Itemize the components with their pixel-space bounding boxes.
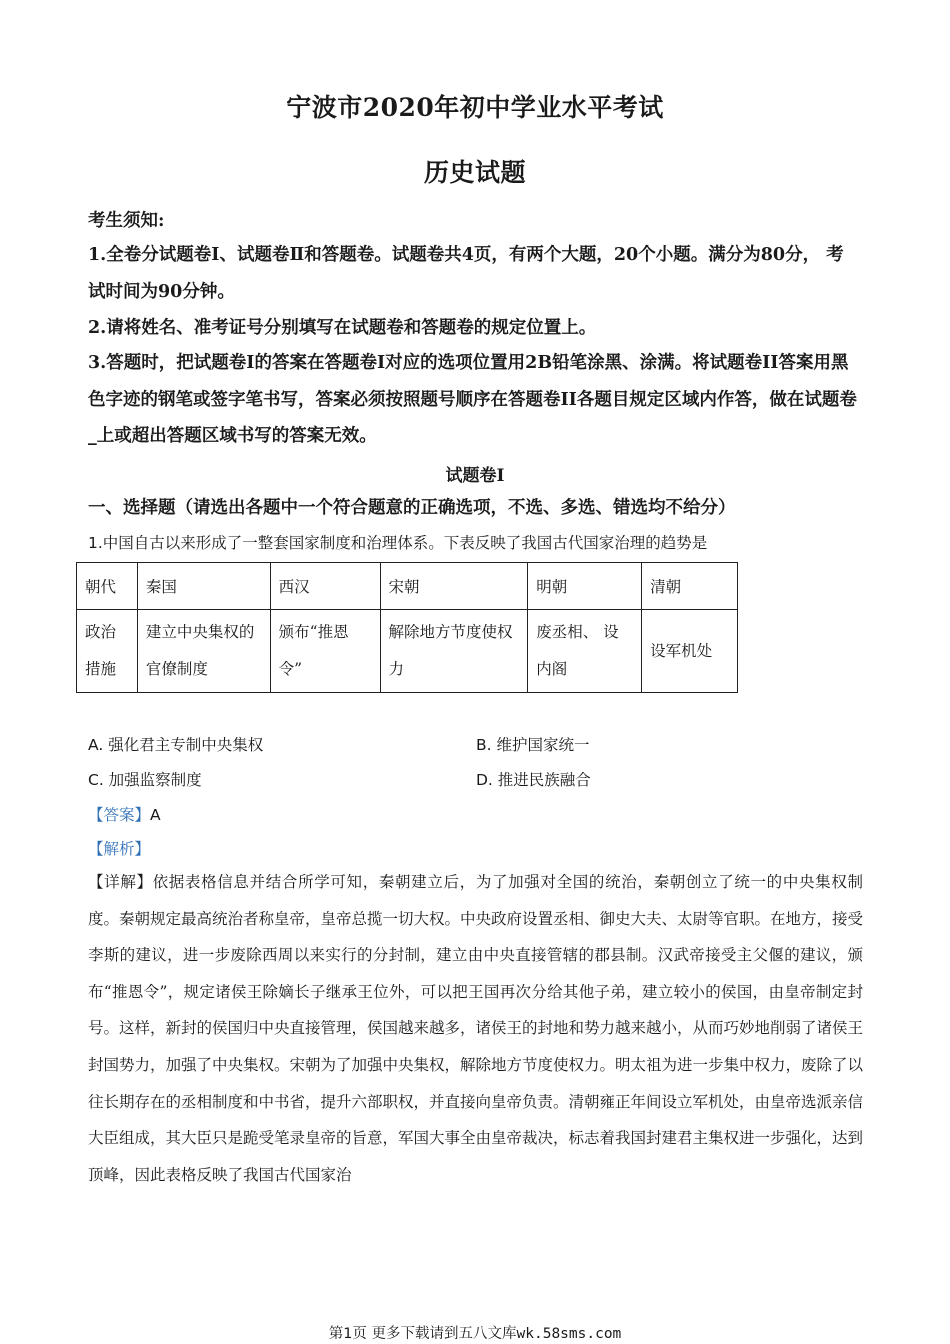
option-d	[476, 768, 591, 790]
answer-tag: 【答案】	[88, 806, 151, 824]
option-a-letter: A.	[88, 736, 104, 754]
section-heading: 一、选择题（请选出各题中一个符合题意的正确选项，不选、多选、错选均不给分）	[88, 498, 736, 518]
option-a	[88, 733, 263, 755]
table-cell: 颁布“推恩令”	[270, 610, 380, 693]
table-header-cell: 朝代	[77, 563, 138, 610]
footer-text: 页 更多下载请到五八文库	[352, 1326, 517, 1342]
question-number: 1.	[88, 534, 103, 552]
detail-tag: 【详解】	[88, 873, 153, 891]
answer-value: A	[150, 806, 161, 824]
question-1	[88, 531, 707, 553]
table-header-cell: 宋朝	[380, 563, 528, 610]
notice-item-3: 3.答题时，把试题卷I的答案在答题卷I对应的选项位置用2B铅笔涂黑、涂满。将试题卷II答案用黑色字迹的钢笔或签字笔书写，答案必须按照题号顺序在答题卷II各题目规定区域内作答，做在试题卷_上或超出答题区域书写的答案无效。	[88, 353, 857, 446]
question-text: 中国自古以来形成了一整套国家制度和治理体系。下表反映了我国古代国家治理的趋势是	[102, 534, 708, 552]
table-cell: 废丞相、 设内阁	[528, 610, 642, 693]
analysis-tag: 【解析】	[88, 840, 151, 858]
notice-item-1: 1.全卷分试题卷I、试题卷Ⅱ和答题卷。试题卷共4页，有两个大题，20个小题。满分为80分， 考试时间为90分钟。	[88, 245, 844, 302]
notice-item-2: 2.请将姓名、准考证号分别填写在试题卷和答题卷的规定位置上。	[88, 318, 597, 338]
detail-text: 依据表格信息并结合所学可知，秦朝建立后，为了加强对全国的统治，秦朝创立了统一的中央集权制度。秦朝规定最高统治者称皇帝，皇帝总揽一切大权。中央政府设置丞相、御史大夫、太尉等官职。在地方，接受李斯的建议，进一步废除西周以来实行的分封制，建立由中央直接管辖的郡县制。汉武帝接受主父偃的建议，颁布“推恩令”，规定诸侯王除嫡长子继承王位外，可以把王国再次分给其他子弟，建立较小的侯国，由皇帝制定封号。这样，新封的侯国归中央直接管理，侯国越来越多，诸侯王的封地和势力越来越小，从而巧妙地削弱了诸侯王封国势力，加强了中央集权。宋朝为了加强中央集权，解除地方节度使权力。明太祖为进一步集中权力，废除了以往长期存在的丞相制度和中书省，提升六部职权，并直接向皇帝负责。清朝雍正年间设立军机处，由皇帝选派亲信大臣组成，其大臣只是跪受笔录皇帝的旨意，军国大事全由皇帝裁决，标志着我国封建君主集权进一步强化，达到顶峰，因此表格反映了我国古代国家治	[88, 873, 864, 1184]
option-d-letter: D.	[476, 771, 493, 789]
option-d-text: 推进民族融合	[492, 771, 591, 789]
table-header-cell: 明朝	[528, 563, 642, 610]
detail-paragraph	[88, 864, 863, 1193]
option-b-text: 维护国家统一	[491, 736, 590, 754]
table-header-row	[77, 563, 738, 610]
footer-site-link[interactable]: wk.58sms.com	[516, 1326, 622, 1342]
page-footer	[0, 1322, 950, 1343]
option-a-text: 强化君主专制中央集权	[103, 736, 264, 754]
footer-page-number: 1	[343, 1326, 353, 1342]
option-c	[88, 768, 202, 790]
option-c-text: 加强监察制度	[103, 771, 202, 789]
footer-prefix: 第	[328, 1326, 344, 1342]
table-header-cell: 清朝	[642, 563, 738, 610]
table-row	[77, 610, 738, 693]
notice-heading: 考生须知:	[88, 211, 165, 231]
table-cell: 建立中央集权的官僚制度	[137, 610, 270, 693]
table-header-cell: 秦国	[137, 563, 270, 610]
dynasty-table	[76, 562, 738, 693]
answer-line	[88, 803, 161, 825]
option-c-letter: C.	[88, 771, 104, 789]
exam-subtitle: 历史试题	[423, 158, 526, 187]
table-cell: 解除地方节度使权力	[380, 610, 528, 693]
section-label: 试题卷I	[445, 466, 505, 486]
exam-title: 宁波市2020年初中学业水平考试	[286, 93, 664, 122]
option-b	[476, 733, 590, 755]
table-cell: 政治措施	[77, 610, 138, 693]
option-b-letter: B.	[476, 736, 492, 754]
table-header-cell: 西汉	[270, 563, 380, 610]
table-cell: 设军机处	[642, 610, 738, 693]
